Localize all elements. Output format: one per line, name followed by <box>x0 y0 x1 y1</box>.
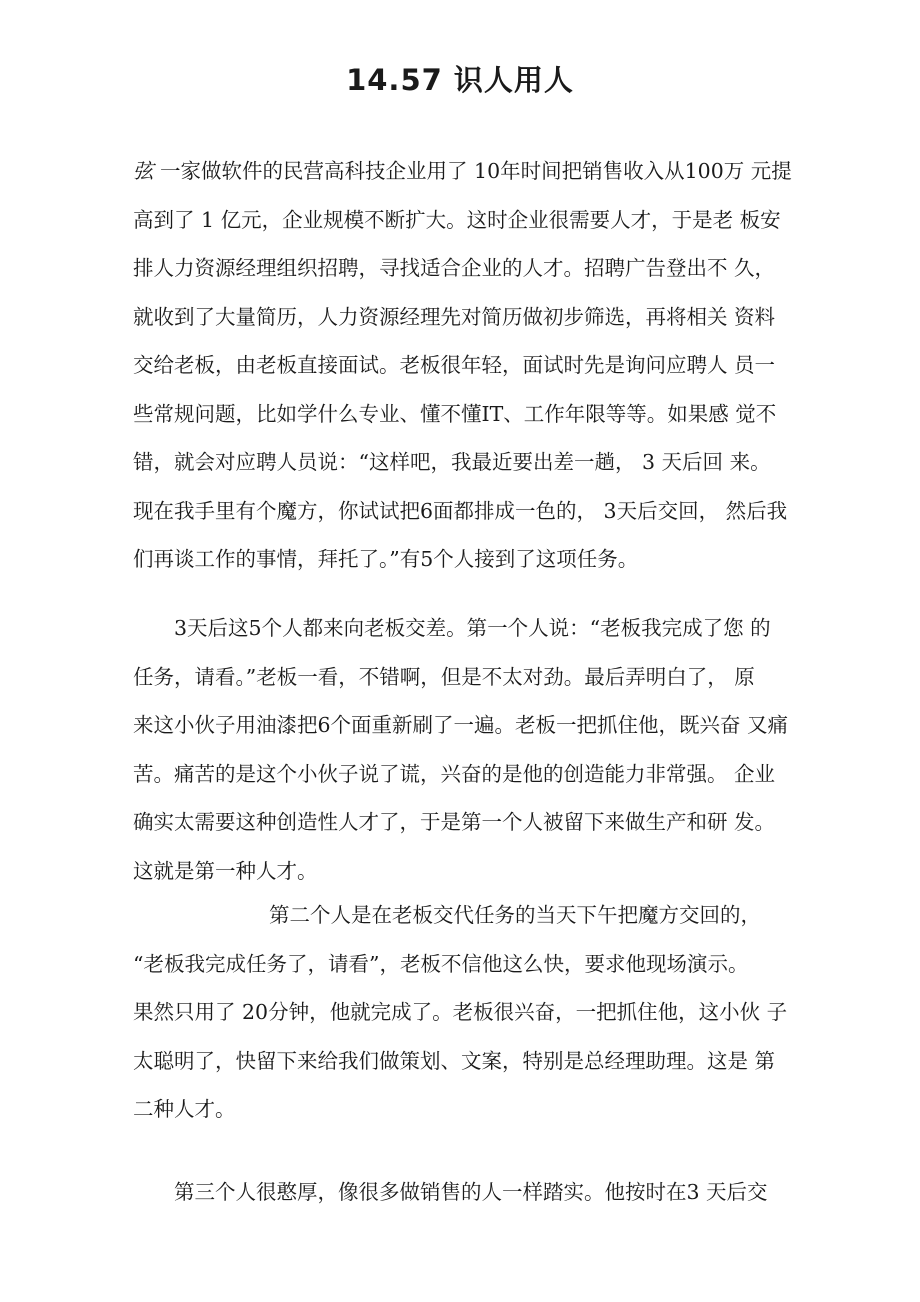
paragraph-line: 任务，请看。”老板一看，不错啊，但是不太对劲。最后弄明白了， 原 <box>133 664 755 689</box>
paragraph-line: 现在我手里有个魔方，你试试把6面都排成一色的， 3天后交回， 然后我 <box>133 498 788 523</box>
paragraph-line: 第二个人是在老板交代任务的当天下午把魔方交回的， <box>269 903 761 927</box>
paragraph-line: “老板我完成任务了，请看”，老板不信他这么快，要求他现场演示。 <box>133 951 749 976</box>
paragraph-line: 第三个人很憨厚，像很多做销售的人一样踏实。他按时在3 天后交 <box>174 1180 768 1204</box>
paragraph-4 <box>133 1168 805 1217</box>
paragraph-line: 交给老板，由老板直接面试。老板很年轻，面试时先是询问应聘人 员一 <box>133 353 776 377</box>
paragraph-1 <box>133 147 805 584</box>
paragraph-2 <box>133 604 805 895</box>
paragraph-line: 二种人才。 <box>133 1097 236 1121</box>
paragraph-line: 错，就会对应聘人员说：“这样吧，我最近要出差一趟， 3 天后回 来。 <box>133 450 771 474</box>
paragraph-line: 排人力资源经理组织招聘，寻找适合企业的人才。招聘广告登出不 久， <box>133 256 776 280</box>
paragraph-line: 苦。痛苦的是这个小伙子说了谎，兴奋的是他的创造能力非常强。 企业 <box>133 761 776 786</box>
paragraph-3 <box>133 891 805 1134</box>
page-title: 14.57 识人用人 <box>346 63 574 97</box>
paragraph-line: 3天后这5个人都来向老板交差。第一个人说：“老板我完成了您 的 <box>174 616 771 640</box>
line-text: 一家做软件的民营高科技企业用了 10年时间把销售收入从100万 元提 <box>160 159 792 183</box>
paragraph-line: 果然只用了 20分钟，他就完成了。老板很兴奋，一把抓住他，这小伙 子 <box>133 1000 788 1024</box>
paragraph-line <box>133 147 805 196</box>
paragraph-line: 确实太需要这种创造性人才了，于是第一个人被留下来做生产和研 发。 <box>133 810 776 834</box>
paragraph-line: 们再谈工作的事情，拜托了。”有5个人接到了这项任务。 <box>133 547 639 571</box>
paragraph-line: 这就是第一种人才。 <box>133 858 318 883</box>
paragraph-line: 来这小伙子用油漆把6个面重新刷了一遍。老板一把抓住他，既兴奋 又痛 <box>133 713 789 737</box>
paragraph-line: 高到了 1 亿元，企业规模不断扩大。这时企业很需要人才，于是老 板安 <box>133 207 781 232</box>
paragraph-line: 些常规问题，比如学什么专业、懂不懂IT、工作年限等等。如果感 觉不 <box>133 401 777 426</box>
paragraph-line: 就收到了大量简历，人力资源经理先对简历做初步筛选，再将相关 资料 <box>133 304 776 329</box>
paragraph-line: 太聪明了，快留下来给我们做策划、文案，特别是总经理助理。这是 第 <box>133 1048 776 1073</box>
lead-character: 弦 <box>133 159 154 183</box>
